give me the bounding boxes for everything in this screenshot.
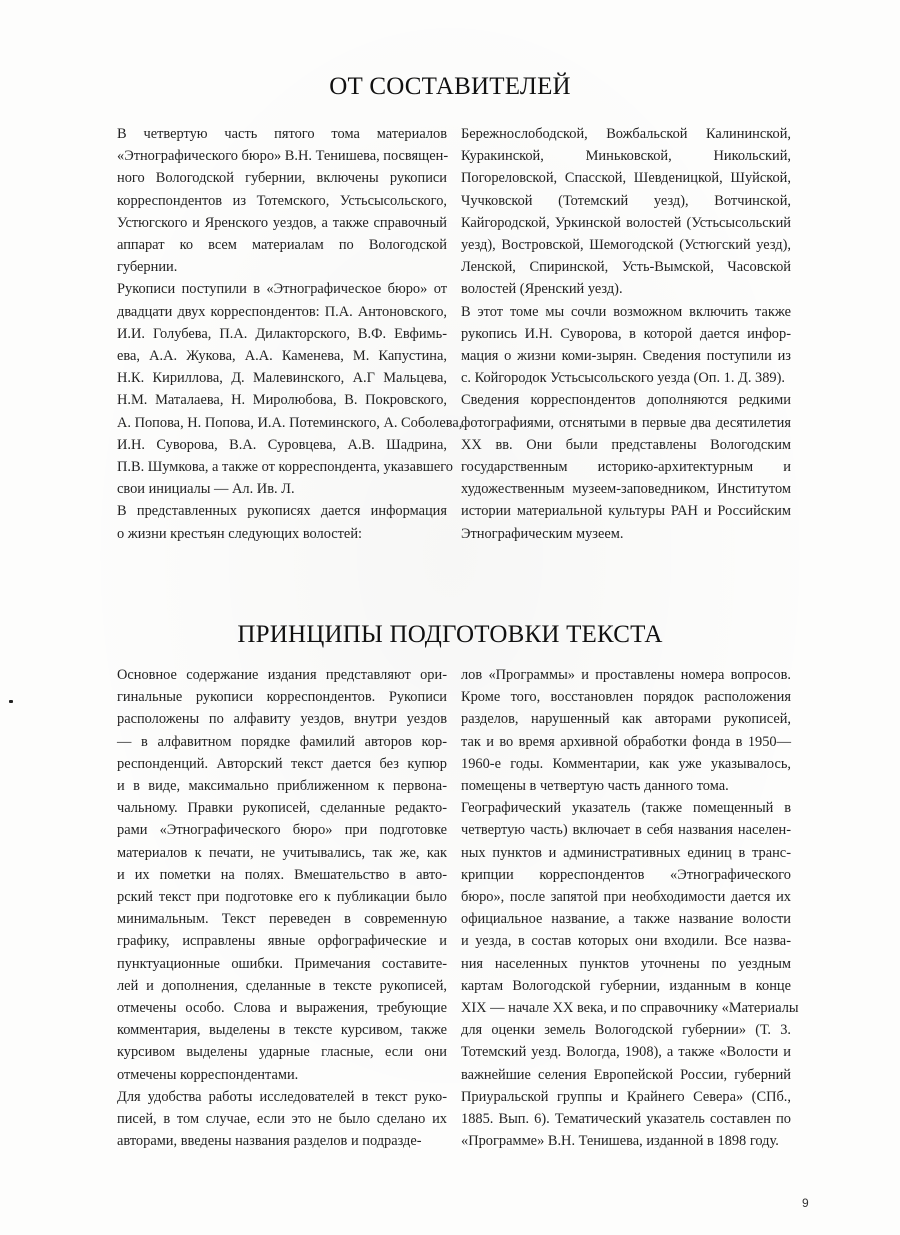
- text-line: уезд), Востровской, Шемогодской (Устюгский уезд),: [461, 237, 791, 254]
- text-line: Н.М. Маталаева, Н. Миролюбова, В. Покровского,: [117, 392, 447, 409]
- text-line: рами «Этнографического бюро» при подготовке: [117, 822, 447, 839]
- text-line: четвертую часть) включает в себя названия населен-: [461, 822, 791, 839]
- page-number: 9: [802, 1196, 809, 1210]
- text-line: так и во время архивной обработки фонда в 1950—: [461, 733, 791, 750]
- text-line: мация о жизни коми-зырян. Сведения поступили из: [461, 348, 791, 365]
- text-line: Географический указатель (также помещенный в: [461, 800, 791, 817]
- text-line: волостей (Яренский уезд).: [461, 281, 623, 298]
- text-line: И.Н. Суворова, В.А. Суровцева, А.В. Шадрина,: [117, 436, 447, 453]
- text-line: ния населенных пунктов уточнены по уездным: [461, 955, 791, 972]
- text-line: помещены в четвертую часть данного тома.: [461, 778, 729, 795]
- text-line: отмечены корреспондентами.: [117, 1066, 299, 1083]
- text-line: В представленных рукописях дается информация: [117, 503, 447, 520]
- section-title-from-compilers: ОТ СОСТАВИТЕЛЕЙ: [329, 72, 571, 100]
- section-title-text-principles: ПРИНЦИПЫ ПОДГОТОВКИ ТЕКСТА: [237, 620, 663, 648]
- text-line: важнейшие селения Европейской России, губерний: [461, 1066, 791, 1083]
- text-line: корреспондентов из Тотемского, Устьсысольского,: [117, 192, 447, 209]
- text-line: Кроме того, восстановлен порядок расположения: [461, 689, 791, 706]
- section1-left-column: [117, 123, 463, 545]
- text-line: картам Вологодской губернии, изданным в конце: [461, 977, 791, 994]
- text-line: бюро», после запятой при необходимости дается их: [461, 889, 791, 906]
- text-line: — в алфавитном порядке фамилий авторов кор-: [117, 733, 447, 750]
- text-line: Тотемский уезд. Вологда, 1908), а также «Волости и: [461, 1044, 791, 1061]
- text-line: XIX — начале XX века, и по справочнику «Материалы: [461, 1000, 799, 1017]
- text-line: XX вв. Они были представлены Вологодским: [461, 436, 791, 453]
- text-line: ного Вологодской губернии, включены рукописи: [117, 170, 447, 187]
- text-line: Погореловской, Спасской, Шевденицкой, Шуйской,: [461, 170, 791, 187]
- text-line: истории материальной культуры РАН и Российским: [461, 503, 791, 520]
- text-line: Сведения корреспондентов дополняются редкими: [461, 392, 791, 409]
- text-line: фотографиями, отснятыми в первые два десятилетия: [461, 414, 791, 431]
- text-line: пунктуационные ошибки. Примечания составите-: [117, 955, 447, 972]
- text-line: и их пометки на полях. Вмешательство в авто-: [117, 866, 447, 883]
- text-line: двадцати двух корреспондентов: П.А. Антоновского,: [117, 303, 447, 320]
- text-line: о жизни крестьян следующих волостей:: [117, 525, 363, 542]
- text-line: гинальные рукописи корреспондентов. Рукописи: [117, 689, 447, 706]
- text-line: Бережнослободской, Вожбальской Калининской,: [461, 126, 791, 142]
- paragraph: [117, 278, 463, 500]
- paragraph: [461, 301, 791, 390]
- section2-right-column: [461, 664, 799, 1152]
- text-line: разделов, нарушенный как авторами рукописей,: [461, 711, 791, 728]
- text-line: ева, А.А. Жукова, А.А. Каменева, М. Капустина,: [117, 348, 447, 365]
- text-line: 1960-е годы. Комментарии, как уже указывалось,: [461, 755, 791, 772]
- text-line: графику, исправлены явные орфографические и: [117, 933, 447, 950]
- text-line: респонденций. Авторский текст дается без купюр: [117, 755, 447, 772]
- text-line: официальное название, а также название волости: [461, 911, 791, 928]
- text-line: Этнографическим музеем.: [461, 525, 624, 542]
- text-line: материалов к печати, не учитывались, так же, как: [117, 844, 447, 861]
- paragraph: [117, 500, 447, 544]
- paragraph: [461, 664, 791, 797]
- text-line: Рукописи поступили в «Этнографическое бюро» от: [117, 281, 447, 298]
- text-line: А. Попова, Н. Попова, И.А. Потеминского, А. Соболева,: [117, 414, 463, 431]
- text-line: Устюгского и Яренского уездов, а также справочный: [117, 214, 447, 231]
- text-line: рский текст при подготовке его к публикации было: [117, 889, 447, 906]
- text-line: художественным музеем-заповедником, Институтом: [461, 481, 791, 498]
- text-line: Приуральской группы и Крайнего Севера» (СПб.,: [461, 1088, 791, 1105]
- text-line: государственным историко-архитектурным и: [461, 459, 791, 476]
- text-line: Чучковской (Тотемский уезд), Вотчинской,: [461, 192, 791, 209]
- text-line: Ленской, Спиринской, Усть-Вымской, Часовской: [461, 259, 791, 276]
- text-line: аппарат ко всем материалам по Вологодской: [117, 237, 447, 254]
- text-line: Куракинской, Миньковской, Никольский,: [461, 148, 791, 165]
- text-line: и в виде, максимально приближенном к первона-: [117, 778, 447, 795]
- text-line: 1885. Вып. 6). Тематический указатель составлен по: [461, 1111, 791, 1128]
- text-line: и уезда, в состав которых они входили. Все назва-: [461, 933, 791, 950]
- text-line: ных пунктов и административных единиц в транс-: [461, 844, 791, 861]
- text-line: свои инициалы — Ал. Ив. Л.: [117, 481, 295, 498]
- section2-left-column: [117, 664, 447, 1152]
- text-line: И.И. Голубева, П.А. Дилакторского, В.Ф. Евфимь-: [117, 325, 447, 342]
- paragraph: [117, 664, 447, 1086]
- text-line: курсивом выделены ударные гласные, если они: [117, 1044, 447, 1061]
- text-line: лов «Программы» и проставлены номера вопросов.: [461, 667, 791, 683]
- section1-right-column: [461, 123, 791, 545]
- text-line: В этот томе мы сочли возможном включить также: [461, 303, 791, 320]
- text-line: «Программе» В.Н. Тенишева, изданной в 1898 году.: [461, 1133, 779, 1150]
- paragraph: [461, 797, 799, 1152]
- text-line: Кайгородской, Уркинской волостей (Устьсысольский: [461, 214, 791, 231]
- text-line: авторами, введены названия разделов и подразде-: [117, 1133, 422, 1150]
- text-line: «Этнографического бюро» В.Н. Тенишева, посвящен-: [117, 148, 449, 165]
- scan-speck: [9, 700, 13, 703]
- text-line: комментария, выделены в тексте курсивом, также: [117, 1022, 447, 1039]
- text-line: Основное содержание издания представляют ори-: [117, 667, 447, 683]
- paragraph: [117, 1086, 447, 1153]
- text-line: отмечены особо. Слова и выражения, требующие: [117, 1000, 447, 1017]
- text-line: минимальным. Текст переведен в современную: [117, 911, 447, 928]
- paragraph: [461, 123, 791, 301]
- paragraph: [117, 123, 447, 278]
- text-line: писей, в том случае, если это не было сделано их: [117, 1111, 447, 1128]
- text-line: П.В. Шумкова, а также от корреспондента, указавшего: [117, 459, 453, 476]
- text-line: с. Койгородок Устьсысольского уезда (Оп. 1. Д. 389).: [461, 370, 786, 387]
- text-line: расположены по алфавиту уездов, внутри уездов: [117, 711, 447, 728]
- text-line: чальному. Правки рукописей, сделанные редакто-: [117, 800, 447, 817]
- text-line: В четвертую часть пятого тома материалов: [117, 126, 447, 142]
- text-line: для оценки земель Вологодской губернии» (Т. 3.: [461, 1022, 791, 1039]
- text-line: губернии.: [117, 259, 178, 276]
- paragraph: [461, 389, 791, 544]
- text-line: Для удобства работы исследователей в текст руко-: [117, 1088, 447, 1105]
- text-line: лей и дополнения, сделанные в тексте рукописей,: [117, 977, 447, 994]
- text-line: Н.К. Кириллова, Д. Малевинского, А.Г Мальцева,: [117, 370, 447, 387]
- text-line: рукопись И.Н. Суворова, в которой дается инфор-: [461, 325, 791, 342]
- text-line: крипции корреспондентов «Этнографического: [461, 866, 791, 883]
